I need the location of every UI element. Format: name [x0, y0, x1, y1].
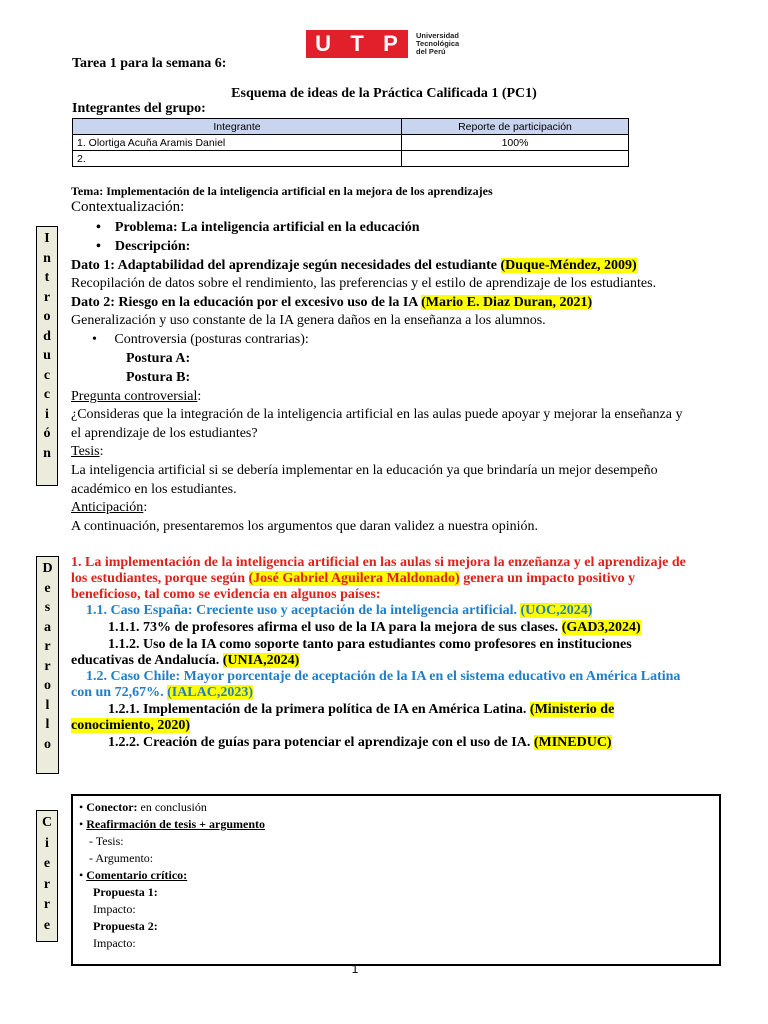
- logo-letters: [306, 30, 408, 58]
- pregunta-line-1: ¿Consideras que la integración de la inteligencia artificial en las aulas puede apoyar y mejorar la enseñanza y: [71, 407, 683, 422]
- reafirmacion: • Reafirmación de tesis + argumento: [79, 817, 266, 831]
- logo-letter-t: T: [350, 31, 365, 56]
- task-title: Tarea 1 para la semana 6:: [72, 56, 227, 71]
- caso-1-2-1-line-2: conocimiento, 2020): [71, 718, 190, 733]
- tema: Tema: Implementación de la inteligencia artificial en la mejora de los aprendizajes: [71, 184, 493, 198]
- utp-logo: [306, 30, 459, 58]
- tesis-line-1: La inteligencia artificial si se debería implementar en la educación ya que brindaría un mejor desempeño: [71, 463, 658, 478]
- dato-2-desc: Generalización y uso constante de la IA genera daños en la enseñanza a los alumnos.: [71, 313, 546, 328]
- propuesta-2: Propuesta 2:: [93, 919, 158, 933]
- caso-1-2-2: 1.2.2. Creación de guías para potenciar el aprendizaje con el uso de IA. (MINEDUC): [108, 735, 612, 750]
- caso-1-2-1-line-1: 1.2.1. Implementación de la primera política de IA en América Latina. (Ministerio de: [108, 702, 615, 717]
- group-label: Integrantes del grupo:: [72, 101, 206, 116]
- caso-1-1-2-line-1: 1.1.2. Uso de la IA como soporte tanto para estudiantes como profesores en instituciones: [108, 637, 632, 652]
- controversia: • Controversia (posturas contrarias):: [92, 332, 309, 347]
- dato-2: Dato 2: Riesgo en la educación por el excesivo uso de la IA (Mario E. Diaz Duran, 2021): [71, 295, 593, 310]
- impacto-1: Impacto:: [93, 902, 136, 916]
- pregunta-line-2: el aprendizaje de los estudiantes?: [71, 426, 258, 441]
- tesis-line-2: académico en los estudiantes.: [71, 482, 237, 497]
- tesis-label: Tesis:: [71, 444, 104, 459]
- logo-university-name: Universidad Tecnológica del Perú: [416, 31, 460, 56]
- dato-1: Dato 1: Adaptabilidad del aprendizaje según necesidades del estudiante (Duque-Méndez, 2009): [71, 258, 637, 273]
- cierre-argumento: - Argumento:: [89, 851, 154, 865]
- arg-1-line-2: los estudiantes, porque según (José Gabriel Aguilera Maldonado) genera un impacto positivo y: [71, 571, 636, 586]
- anticipacion-text: A continuación, presentaremos los argumentos que daran validez a nuestra opinión.: [71, 519, 539, 534]
- descripcion: • Descripción:: [96, 239, 191, 254]
- problema: • Problema: La inteligencia artificial en la educación: [96, 220, 420, 235]
- page-number: 1: [351, 962, 359, 976]
- arg-1-line-3: beneficioso, tal como se evidencia en algunos países:: [71, 587, 381, 602]
- arg-1-line-1: 1. La implementación de la inteligencia artificial en las aulas si mejora la enzeñanza y el aprendizaje de: [71, 555, 686, 570]
- caso-1-1-1: 1.1.1. 73% de profesores afirma el uso de la IA para la mejora de sus clases. (GAD3,2024): [108, 620, 641, 635]
- caso-1-1: 1.1. Caso España: Creciente uso y aceptación de la inteligencia artificial. (UOC,2024): [86, 603, 593, 618]
- table-row: 2.: [73, 151, 629, 167]
- comentario-critico: • Comentario crítico:: [79, 868, 188, 882]
- anticipacion-label: Anticipación:: [71, 500, 148, 515]
- cierre-tesis: - Tesis:: [89, 834, 124, 848]
- header-participacion: Reporte de participación: [402, 119, 629, 135]
- table-row: 1. Olortiga Acuña Aramis Daniel 100%: [73, 135, 629, 151]
- impacto-2: Impacto:: [93, 936, 136, 950]
- conector: • Conector: en conclusión: [79, 800, 207, 814]
- group-table: [72, 118, 629, 167]
- dato-1-desc: Recopilación de datos sobre el rendimiento, las preferencias y el estilo de aprendizaje de los estudiantes.: [71, 276, 657, 291]
- caso-1-1-2-line-2: educativas de Andalucía. (UNIA,2024): [71, 653, 300, 668]
- logo-letter-u: U: [315, 31, 333, 56]
- cierre-side-label: C i e r r e: [36, 810, 58, 942]
- caso-1-2-line-2: con un 72,67%. (IALAC,2023): [71, 685, 254, 700]
- pregunta-label: Pregunta controversial:: [71, 389, 202, 404]
- contextualizacion: Contextualización:: [71, 199, 185, 215]
- postura-a: Postura A:: [126, 351, 191, 366]
- propuesta-1: Propuesta 1:: [93, 885, 158, 899]
- postura-b: Postura B:: [126, 370, 191, 385]
- header-integrante: Integrante: [73, 119, 402, 135]
- document-title: Esquema de ideas de la Práctica Calificada 1 (PC1): [231, 86, 537, 101]
- logo-letter-p: P: [383, 31, 399, 56]
- caso-1-2-line-1: 1.2. Caso Chile: Mayor porcentaje de aceptación de la IA en el sistema educativo en América Latina: [86, 669, 681, 684]
- desarrollo-side-label: D e s a r r o l l o: [36, 556, 59, 774]
- cierre-box: [71, 794, 721, 966]
- intro-side-label: I n t r o d u c c i ó n: [36, 226, 58, 486]
